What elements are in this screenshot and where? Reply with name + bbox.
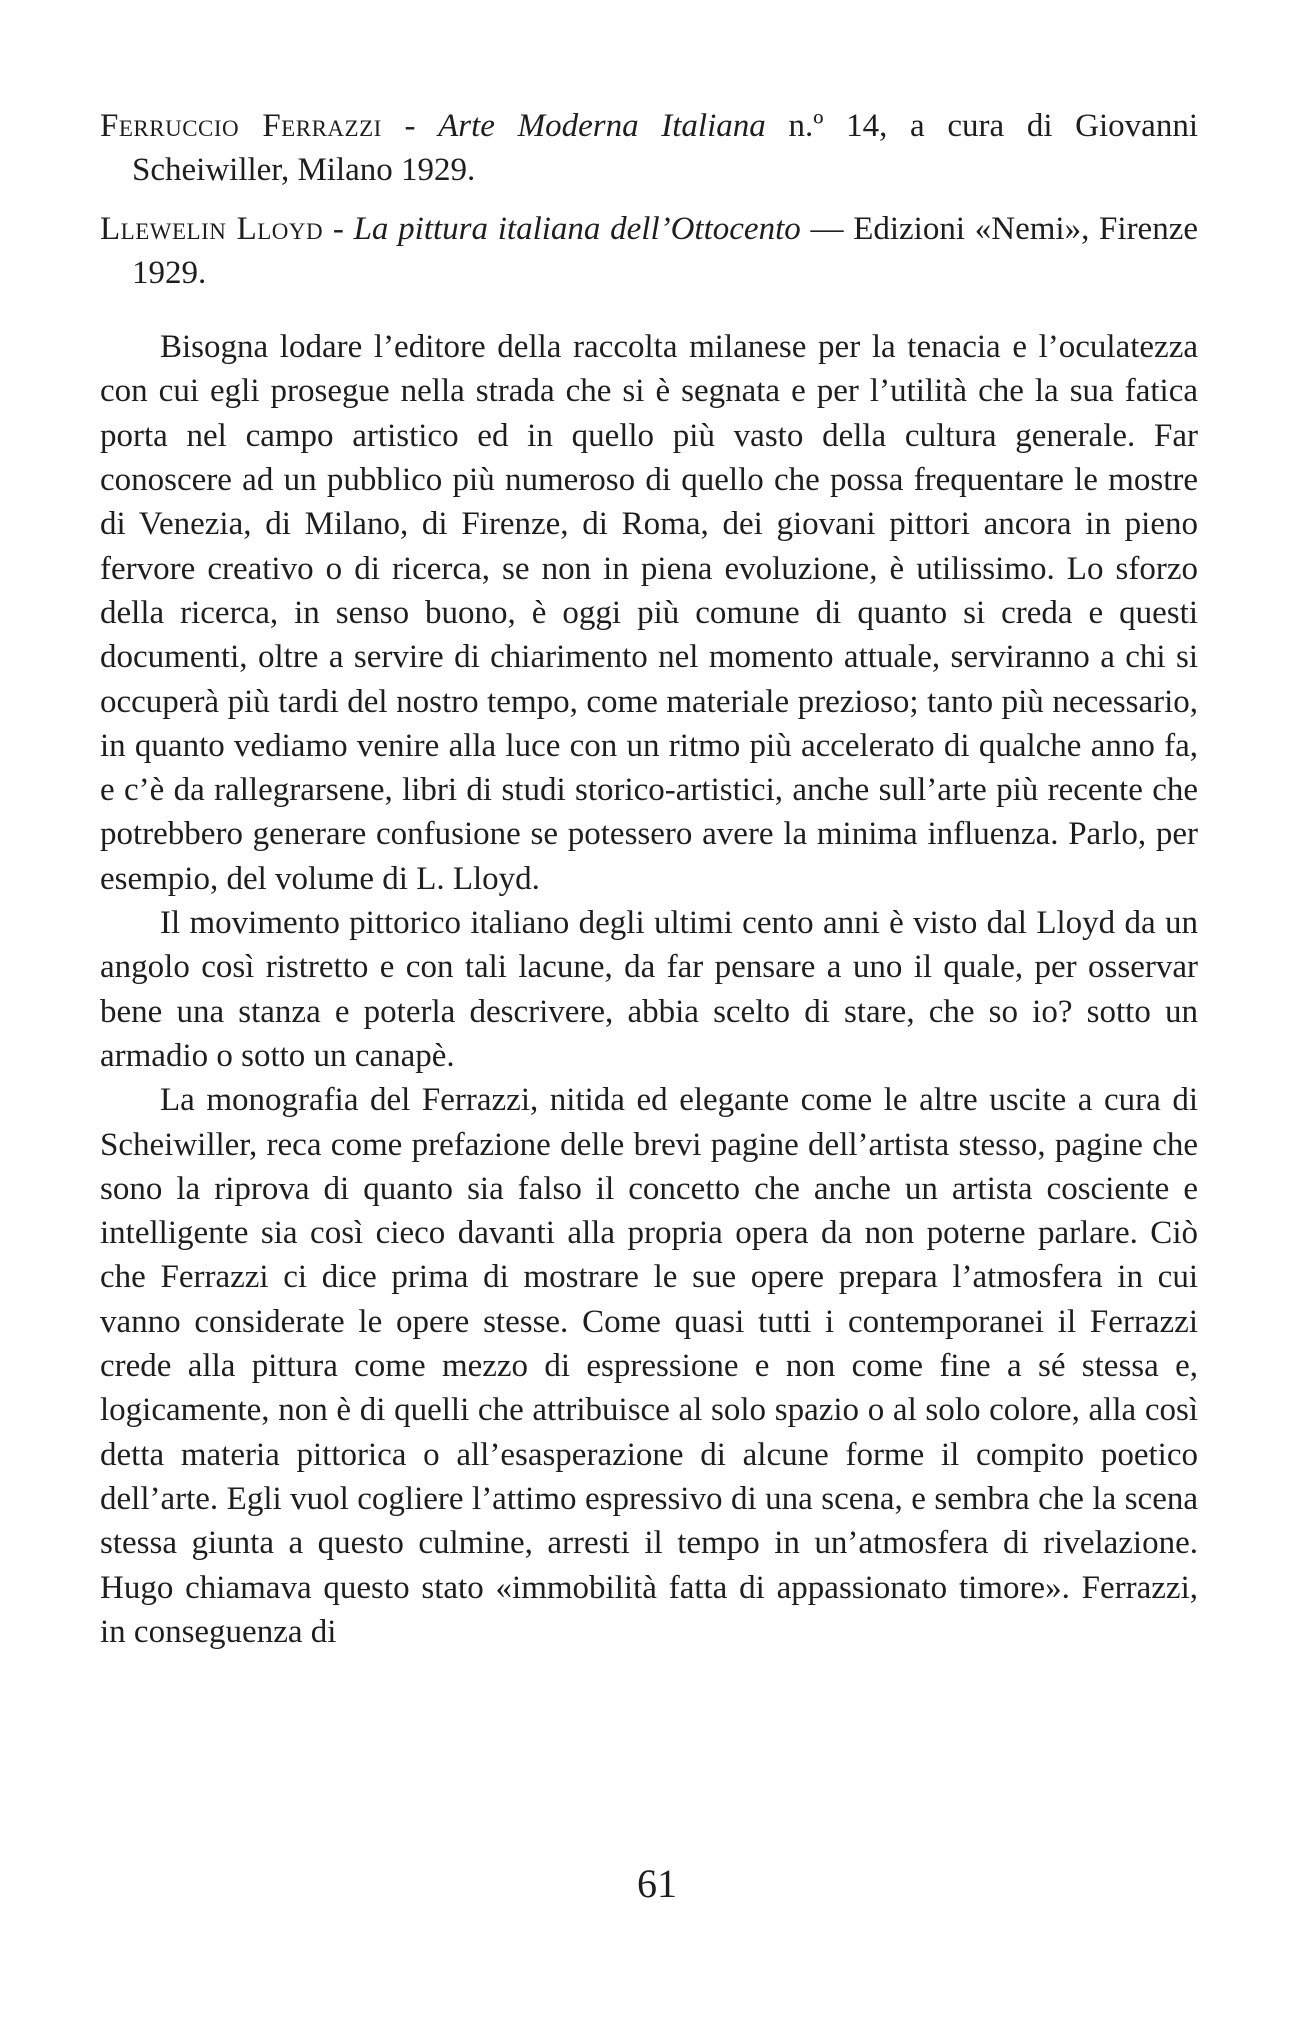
reference-details: n.º 14, a cura di Giovanni Scheiwiller, Milano 1929. — [132, 108, 1198, 189]
reference-author: Llewelin Lloyd — [100, 210, 324, 247]
reference-lloyd — [100, 207, 1198, 296]
reference-separator: - — [323, 210, 354, 247]
paragraph-2: Il movimento pittorico italiano degli ultimi cento anni è visto dal Lloyd da un angolo così ristretto e con tali lacune, da far pensare a uno il quale, per osservar bene una stanza e poterla descrivere, abbia scelto di stare, che so io? sotto un armadio o sotto un canapè. — [100, 905, 1198, 1074]
page-number: 61 — [637, 1861, 677, 1906]
reference-author: Ferruccio Ferrazzi — [100, 108, 382, 144]
page-body — [100, 104, 1198, 1654]
paragraph-3: La monografia del Ferrazzi, nitida ed elegante come le altre uscite a cura di Scheiwiller, reca come prefazione delle brevi pagine dell’artista stesso, pagine che sono la riprova di quanto sia falso il concetto che anche un artista cosciente e intelligente sia così cieco davanti alla propria opera da non poterne parlare. Ciò che Ferrazzi ci dice prima di mostrare le sue opere prepara l’atmosfera in cui vanno considerate le opere stesse. Come quasi tutti i contemporanei il Ferrazzi crede alla pittura come mezzo di espressione e non come fine a sé stessa e, logicamente, non è di quelli che attribuisce al solo spazio o al solo colore, alla così detta materia pittorica o all’esasperazione di alcune forme il compito poetico dell’arte. Egli vuol cogliere l’attimo espressivo di una scena, e sembra che la scena stessa giunta a questo culmine, arresti il tempo in un’atmosfera di rivelazione. Hugo chiamava questo stato «immobilità fatta di appassionato timore». Ferrazzi, in conseguenza di — [100, 1082, 1198, 1650]
reference-separator: - — [381, 108, 439, 144]
reference-ferrazzi — [100, 104, 1198, 193]
reference-title: La pittura italiana dell’Ottocento — [353, 210, 801, 247]
reference-details: — Edizioni «Nemi», Firenze 1929. — [132, 210, 1199, 291]
reference-title: Arte Moderna Italiana — [438, 108, 766, 144]
paragraph-1: Bisogna lodare l’editore della raccolta milanese per la tenacia e l’oculatezza con cui egli prosegue nella strada che si è segnata e per l’utilità che la sua fatica porta nel campo artistico ed in quello più vasto della cultura generale. Far conoscere ad un pubblico più numeroso di quello che possa frequentare le mostre di Venezia, di Milano, di Firenze, di Roma, dei giovani pittori ancora in pieno fervore creativo o di ricerca, se non in piena evoluzione, è utilissimo. Lo sforzo della ricerca, in senso buono, è oggi più comune di quanto si creda e questi documenti, oltre a servire di chiarimento nel momento attuale, serviranno a chi si occuperà più tardi del nostro tempo, come materiale prezioso; tanto più necessario, in quanto vediamo venire alla luce con un ritmo più accelerato di qualche anno fa, e c’è da rallegrarsene, libri di studi storico-artistici, anche sull’arte più recente che potrebbero generare confusione se potessero avere la minima influenza. Parlo, per esempio, del volume di L. Lloyd. — [100, 329, 1198, 897]
